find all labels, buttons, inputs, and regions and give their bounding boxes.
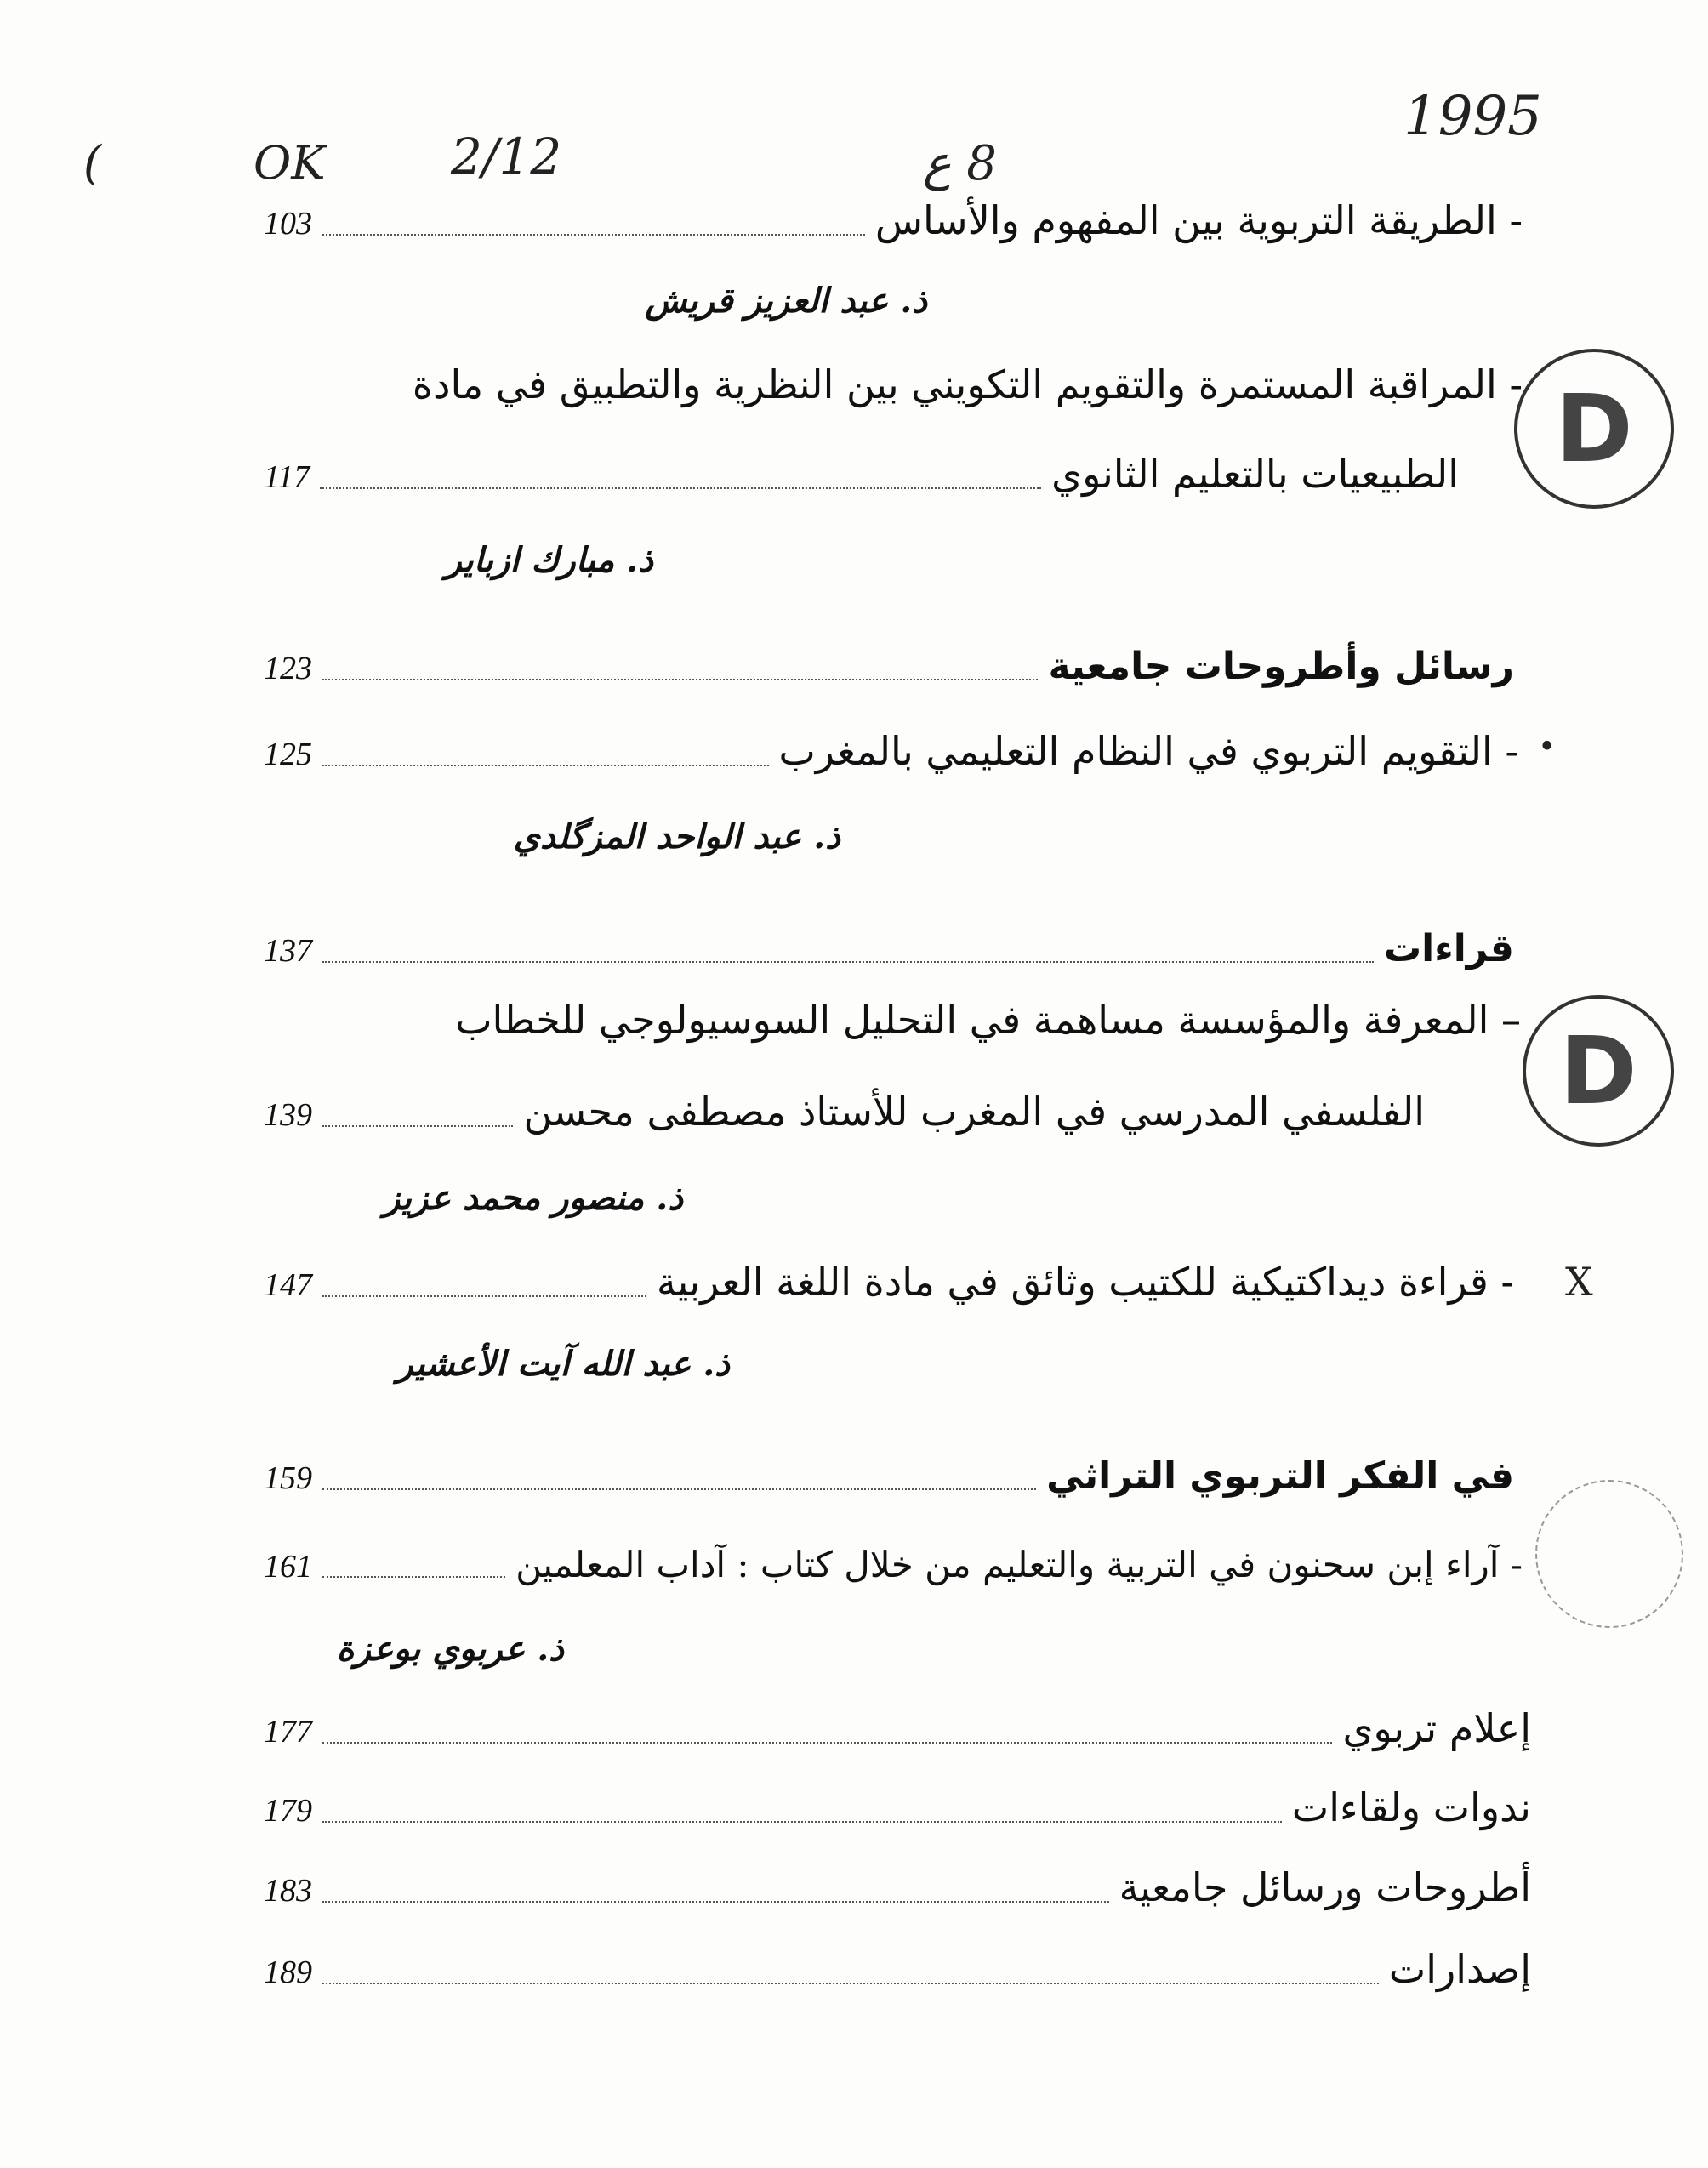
toc-entry bbox=[264, 1544, 1523, 1585]
entry-title: الطبيعيات بالتعليم الثانوي bbox=[1051, 451, 1459, 497]
author-name: ذ. عبد العزيز قريش bbox=[645, 281, 927, 321]
stamp-letter: D bbox=[1555, 374, 1633, 483]
page-number: 123 bbox=[264, 651, 312, 686]
author-name: ذ. منصور محمد عزيز bbox=[383, 1178, 683, 1218]
dot-leader bbox=[322, 678, 1038, 680]
toc-section bbox=[264, 1784, 1531, 1830]
entry-title: - قراءة ديداكتيكية للكتيب وثائق في مادة اللغة العربية bbox=[656, 1259, 1514, 1305]
handwritten-fraction: 2/12 bbox=[451, 128, 562, 185]
entry-title: - الطريقة التربوية بين المفهوم والأساس bbox=[874, 197, 1523, 243]
section-title: قراءات bbox=[1383, 927, 1514, 970]
toc-section bbox=[264, 927, 1514, 970]
dot-leader bbox=[322, 1488, 1036, 1490]
bullet-mark: • bbox=[1538, 730, 1557, 765]
author-name: ذ. عربوي بوعزة bbox=[336, 1629, 564, 1669]
page-number: 125 bbox=[264, 737, 312, 772]
dot-leader bbox=[322, 1820, 1282, 1823]
dot-leader bbox=[322, 1741, 1332, 1744]
page-number: 177 bbox=[264, 1714, 312, 1750]
page-number: 189 bbox=[264, 1955, 312, 1990]
section-title: رسائل وأطروحات جامعية bbox=[1048, 645, 1514, 688]
page-number: 147 bbox=[264, 1267, 312, 1303]
toc-entry bbox=[264, 1259, 1514, 1305]
handwritten-arabic-note: 8 ع bbox=[923, 136, 997, 191]
entry-title-line1: – المعرفة والمؤسسة مساهمة في التحليل السوسيولوجي للخطاب bbox=[455, 997, 1521, 1043]
toc-entry bbox=[264, 1089, 1425, 1135]
toc-entry bbox=[264, 197, 1523, 243]
handwritten-year: 1995 bbox=[1403, 85, 1542, 148]
library-stamp-d bbox=[1523, 995, 1674, 1147]
page-number: 117 bbox=[264, 459, 310, 495]
dot-leader bbox=[322, 1900, 1109, 1903]
faded-stamp bbox=[1535, 1480, 1683, 1628]
toc-section bbox=[264, 1946, 1531, 1992]
section-title: ندوات ولقاءات bbox=[1291, 1784, 1531, 1830]
dot-leader bbox=[322, 960, 1374, 963]
stamp-letter: D bbox=[1559, 1016, 1637, 1125]
dot-leader bbox=[322, 1982, 1379, 1984]
dot-leader bbox=[320, 487, 1041, 489]
page-number: 159 bbox=[264, 1460, 312, 1496]
section-title: في الفكر التربوي التراثي bbox=[1046, 1454, 1514, 1498]
dot-leader bbox=[322, 1575, 505, 1578]
section-title: إعلام تربوي bbox=[1342, 1705, 1531, 1751]
toc-section bbox=[264, 645, 1514, 688]
page-number: 139 bbox=[264, 1097, 312, 1133]
toc-section bbox=[264, 1705, 1531, 1751]
page-number: 103 bbox=[264, 206, 312, 242]
toc-section bbox=[264, 1864, 1531, 1910]
entry-title-line1: - المراقبة المستمرة والتقويم التكويني بين النظرية والتطبيق في مادة bbox=[412, 361, 1523, 407]
page-number: 161 bbox=[264, 1549, 312, 1585]
toc-section bbox=[264, 1454, 1514, 1498]
handwritten-left-mark: ( bbox=[83, 136, 102, 190]
page-number: 179 bbox=[264, 1793, 312, 1829]
entry-title: الفلسفي المدرسي في المغرب للأستاذ مصطفى محسن bbox=[523, 1089, 1425, 1135]
page-number: 183 bbox=[264, 1873, 312, 1909]
toc-entry bbox=[264, 728, 1518, 774]
author-name: ذ. عبد الله آيت الأعشير bbox=[396, 1344, 730, 1384]
section-title: أطروحات ورسائل جامعية bbox=[1119, 1864, 1531, 1910]
author-name: ذ. مبارك ازباير bbox=[445, 540, 653, 580]
section-title: إصدارات bbox=[1388, 1946, 1531, 1992]
library-stamp-d bbox=[1514, 349, 1674, 509]
toc-entry bbox=[264, 451, 1459, 497]
dot-leader bbox=[322, 233, 865, 236]
entry-title: - التقويم التربوي في النظام التعليمي بالمغرب bbox=[778, 728, 1518, 774]
dot-leader bbox=[322, 1295, 646, 1297]
author-name: ذ. عبد الواحد المزگلدي bbox=[513, 817, 840, 856]
dot-leader bbox=[322, 764, 769, 766]
handwritten-ok: OK bbox=[253, 136, 326, 190]
page-number: 137 bbox=[264, 933, 312, 969]
cross-mark: X bbox=[1565, 1259, 1593, 1305]
entry-title: - آراء إبن سحنون في التربية والتعليم من خلال كتاب : آداب المعلمين bbox=[515, 1544, 1523, 1585]
dot-leader bbox=[322, 1124, 513, 1127]
